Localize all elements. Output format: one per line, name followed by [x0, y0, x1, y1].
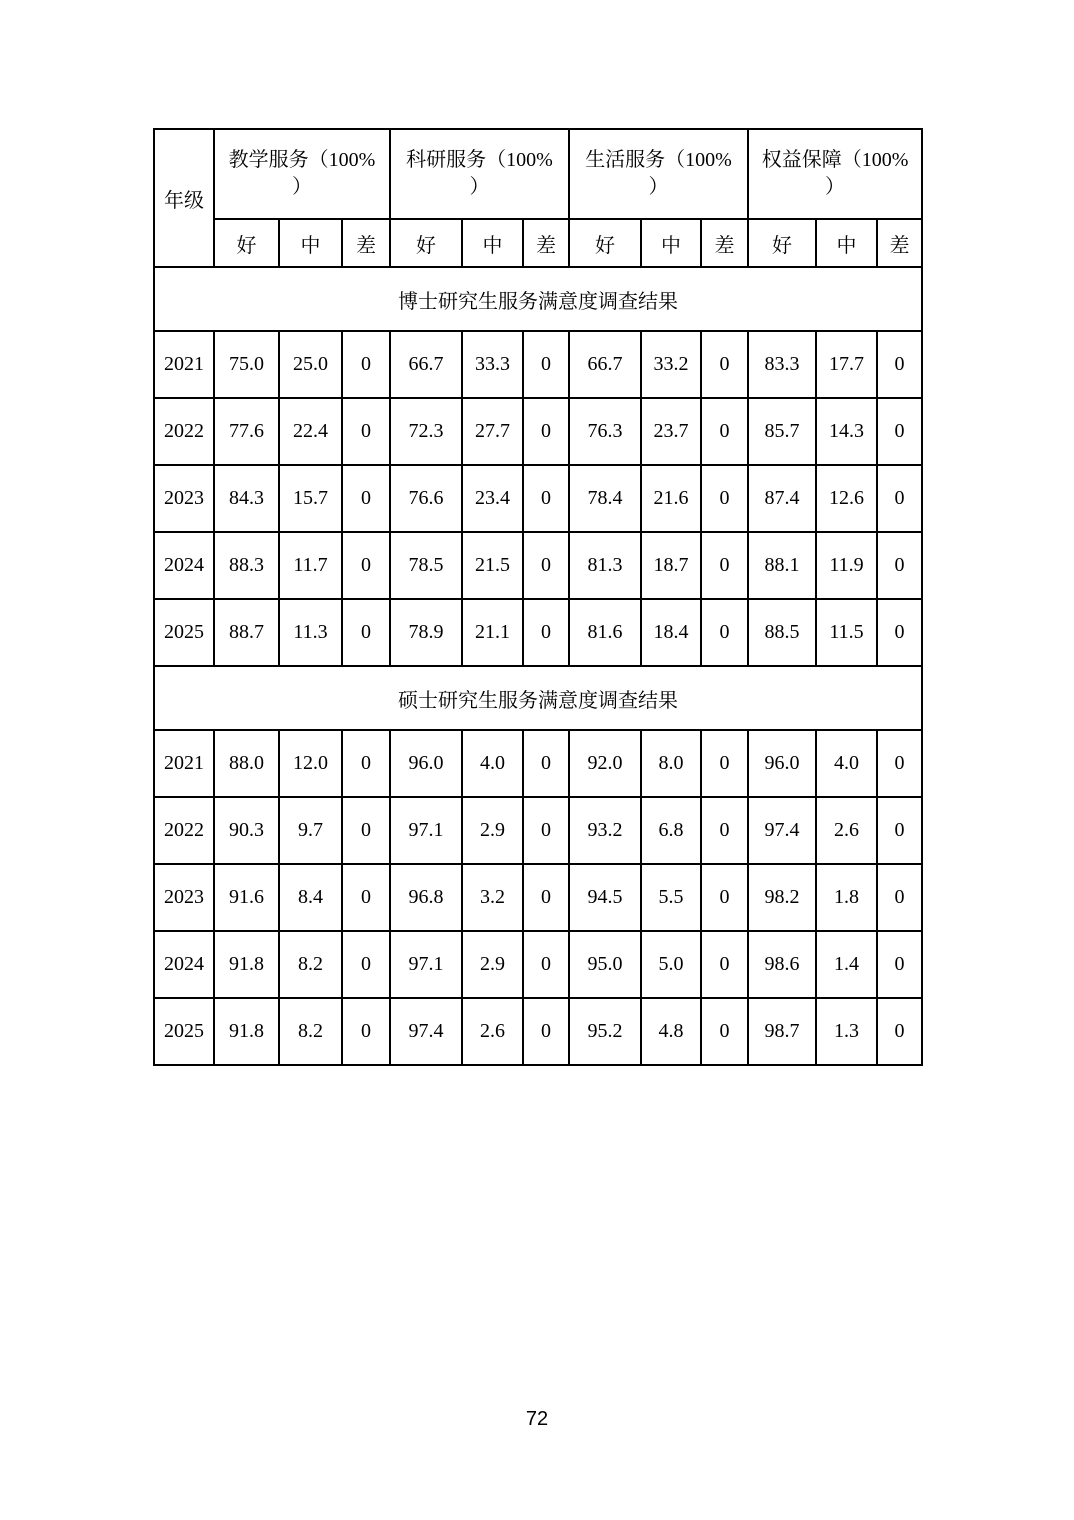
group-label: 教学服务（100%）: [228, 149, 376, 198]
data-cell: 0: [701, 797, 748, 864]
data-cell: 1.4: [816, 931, 877, 998]
data-cell: 0: [523, 730, 569, 797]
data-cell: 0: [523, 998, 569, 1065]
table-row: [154, 532, 922, 599]
data-cell: 2.9: [462, 797, 523, 864]
data-cell: 0: [877, 797, 922, 864]
data-cell: 97.1: [390, 931, 462, 998]
data-cell: 78.9: [390, 599, 462, 666]
data-cell: 4.0: [462, 730, 523, 797]
data-cell: 0: [877, 998, 922, 1065]
data-cell: 12.6: [816, 465, 877, 532]
data-cell: 0: [877, 730, 922, 797]
data-cell: 0: [342, 398, 390, 465]
survey-table-container: [153, 128, 923, 1066]
section-row: [154, 666, 922, 730]
data-cell: 0: [342, 998, 390, 1065]
year-cell: 2021: [154, 730, 214, 797]
data-cell: 94.5: [569, 864, 641, 931]
sub-header-medium: 中: [462, 219, 523, 267]
data-cell: 95.0: [569, 931, 641, 998]
table-row: [154, 864, 922, 931]
data-cell: 78.5: [390, 532, 462, 599]
data-cell: 96.8: [390, 864, 462, 931]
data-cell: 0: [523, 465, 569, 532]
data-cell: 0: [877, 864, 922, 931]
data-cell: 96.0: [748, 730, 816, 797]
table-row: [154, 465, 922, 532]
data-cell: 23.4: [462, 465, 523, 532]
data-cell: 66.7: [569, 331, 641, 398]
data-cell: 98.7: [748, 998, 816, 1065]
data-cell: 33.3: [462, 331, 523, 398]
data-cell: 0: [701, 998, 748, 1065]
section-title: 硕士研究生服务满意度调查结果: [154, 666, 922, 730]
satisfaction-survey-table: [153, 128, 923, 1066]
data-cell: 0: [701, 599, 748, 666]
data-cell: 85.7: [748, 398, 816, 465]
year-cell: 2025: [154, 599, 214, 666]
data-cell: 96.0: [390, 730, 462, 797]
data-cell: 18.7: [641, 532, 701, 599]
data-cell: 0: [523, 864, 569, 931]
data-cell: 0: [523, 331, 569, 398]
year-header-cell: 年级: [154, 129, 214, 267]
data-cell: 1.3: [816, 998, 877, 1065]
sub-header-good: 好: [214, 219, 279, 267]
data-cell: 0: [342, 532, 390, 599]
data-cell: 0: [342, 599, 390, 666]
data-cell: 0: [701, 331, 748, 398]
data-cell: 0: [877, 398, 922, 465]
table-row: [154, 398, 922, 465]
data-cell: 81.3: [569, 532, 641, 599]
data-cell: 11.5: [816, 599, 877, 666]
data-cell: 11.7: [279, 532, 342, 599]
data-cell: 5.0: [641, 931, 701, 998]
sub-header-poor: 差: [877, 219, 922, 267]
data-cell: 66.7: [390, 331, 462, 398]
sub-header-medium: 中: [816, 219, 877, 267]
group-header-row: [154, 129, 922, 219]
data-cell: 12.0: [279, 730, 342, 797]
data-cell: 21.1: [462, 599, 523, 666]
data-cell: 21.6: [641, 465, 701, 532]
section-title: 博士研究生服务满意度调查结果: [154, 267, 922, 331]
year-cell: 2024: [154, 532, 214, 599]
data-cell: 27.7: [462, 398, 523, 465]
data-cell: 9.7: [279, 797, 342, 864]
table-row: [154, 599, 922, 666]
data-cell: 98.2: [748, 864, 816, 931]
data-cell: 25.0: [279, 331, 342, 398]
data-cell: 72.3: [390, 398, 462, 465]
data-cell: 77.6: [214, 398, 279, 465]
data-cell: 3.2: [462, 864, 523, 931]
data-cell: 1.8: [816, 864, 877, 931]
data-cell: 33.2: [641, 331, 701, 398]
sub-header-row: [154, 219, 922, 267]
data-cell: 0: [342, 730, 390, 797]
data-cell: 75.0: [214, 331, 279, 398]
data-cell: 14.3: [816, 398, 877, 465]
data-cell: 81.6: [569, 599, 641, 666]
data-cell: 0: [342, 331, 390, 398]
data-cell: 0: [877, 532, 922, 599]
data-cell: 97.1: [390, 797, 462, 864]
data-cell: 4.8: [641, 998, 701, 1065]
data-cell: 97.4: [748, 797, 816, 864]
data-cell: 0: [342, 931, 390, 998]
data-cell: 23.7: [641, 398, 701, 465]
data-cell: 0: [877, 465, 922, 532]
data-cell: 5.5: [641, 864, 701, 931]
group-label: 生活服务（100%）: [585, 149, 732, 198]
data-cell: 0: [701, 398, 748, 465]
data-cell: 84.3: [214, 465, 279, 532]
group-header-rights-protection: [748, 129, 922, 219]
data-cell: 8.2: [279, 998, 342, 1065]
year-cell: 2021: [154, 331, 214, 398]
data-cell: 83.3: [748, 331, 816, 398]
data-cell: 95.2: [569, 998, 641, 1065]
data-cell: 88.0: [214, 730, 279, 797]
data-cell: 0: [701, 931, 748, 998]
group-header-living-services: [569, 129, 748, 219]
section-row: [154, 267, 922, 331]
group-header-research-services: [390, 129, 569, 219]
data-cell: 0: [523, 797, 569, 864]
group-label: 权益保障（100%）: [761, 149, 909, 198]
data-cell: 98.6: [748, 931, 816, 998]
data-cell: 2.6: [816, 797, 877, 864]
data-cell: 8.2: [279, 931, 342, 998]
data-cell: 0: [877, 931, 922, 998]
data-cell: 2.6: [462, 998, 523, 1065]
data-cell: 88.5: [748, 599, 816, 666]
table-row: [154, 998, 922, 1065]
year-cell: 2022: [154, 398, 214, 465]
data-cell: 0: [701, 465, 748, 532]
data-cell: 0: [342, 797, 390, 864]
data-cell: 0: [877, 599, 922, 666]
data-cell: 18.4: [641, 599, 701, 666]
data-cell: 97.4: [390, 998, 462, 1065]
group-header-teaching-services: [214, 129, 390, 219]
data-cell: 0: [523, 599, 569, 666]
year-cell: 2024: [154, 931, 214, 998]
data-cell: 0: [342, 864, 390, 931]
data-cell: 0: [523, 532, 569, 599]
data-cell: 76.6: [390, 465, 462, 532]
data-cell: 4.0: [816, 730, 877, 797]
data-cell: 0: [523, 398, 569, 465]
year-cell: 2022: [154, 797, 214, 864]
page-number: 72: [525, 1408, 549, 1430]
data-cell: 88.3: [214, 532, 279, 599]
table-row: [154, 730, 922, 797]
data-cell: 0: [701, 532, 748, 599]
data-cell: 76.3: [569, 398, 641, 465]
data-cell: 90.3: [214, 797, 279, 864]
data-cell: 92.0: [569, 730, 641, 797]
data-cell: 88.1: [748, 532, 816, 599]
year-cell: 2023: [154, 864, 214, 931]
table-row: [154, 331, 922, 398]
data-cell: 2.9: [462, 931, 523, 998]
data-cell: 8.0: [641, 730, 701, 797]
sub-header-poor: 差: [523, 219, 569, 267]
year-cell: 2025: [154, 998, 214, 1065]
sub-header-good: 好: [390, 219, 462, 267]
sub-header-medium: 中: [279, 219, 342, 267]
data-cell: 0: [701, 864, 748, 931]
data-cell: 93.2: [569, 797, 641, 864]
data-cell: 0: [523, 931, 569, 998]
data-cell: 87.4: [748, 465, 816, 532]
data-cell: 91.8: [214, 998, 279, 1065]
sub-header-poor: 差: [701, 219, 748, 267]
data-cell: 78.4: [569, 465, 641, 532]
sub-header-good: 好: [748, 219, 816, 267]
data-cell: 21.5: [462, 532, 523, 599]
data-cell: 11.3: [279, 599, 342, 666]
data-cell: 17.7: [816, 331, 877, 398]
data-cell: 0: [877, 331, 922, 398]
data-cell: 22.4: [279, 398, 342, 465]
data-cell: 0: [701, 730, 748, 797]
sub-header-poor: 差: [342, 219, 390, 267]
data-cell: 11.9: [816, 532, 877, 599]
data-cell: 15.7: [279, 465, 342, 532]
data-cell: 8.4: [279, 864, 342, 931]
group-label: 科研服务（100%）: [406, 149, 553, 198]
table-row: [154, 797, 922, 864]
table-row: [154, 931, 922, 998]
data-cell: 0: [342, 465, 390, 532]
sub-header-medium: 中: [641, 219, 701, 267]
year-cell: 2023: [154, 465, 214, 532]
data-cell: 91.6: [214, 864, 279, 931]
data-cell: 91.8: [214, 931, 279, 998]
sub-header-good: 好: [569, 219, 641, 267]
data-cell: 6.8: [641, 797, 701, 864]
data-cell: 88.7: [214, 599, 279, 666]
